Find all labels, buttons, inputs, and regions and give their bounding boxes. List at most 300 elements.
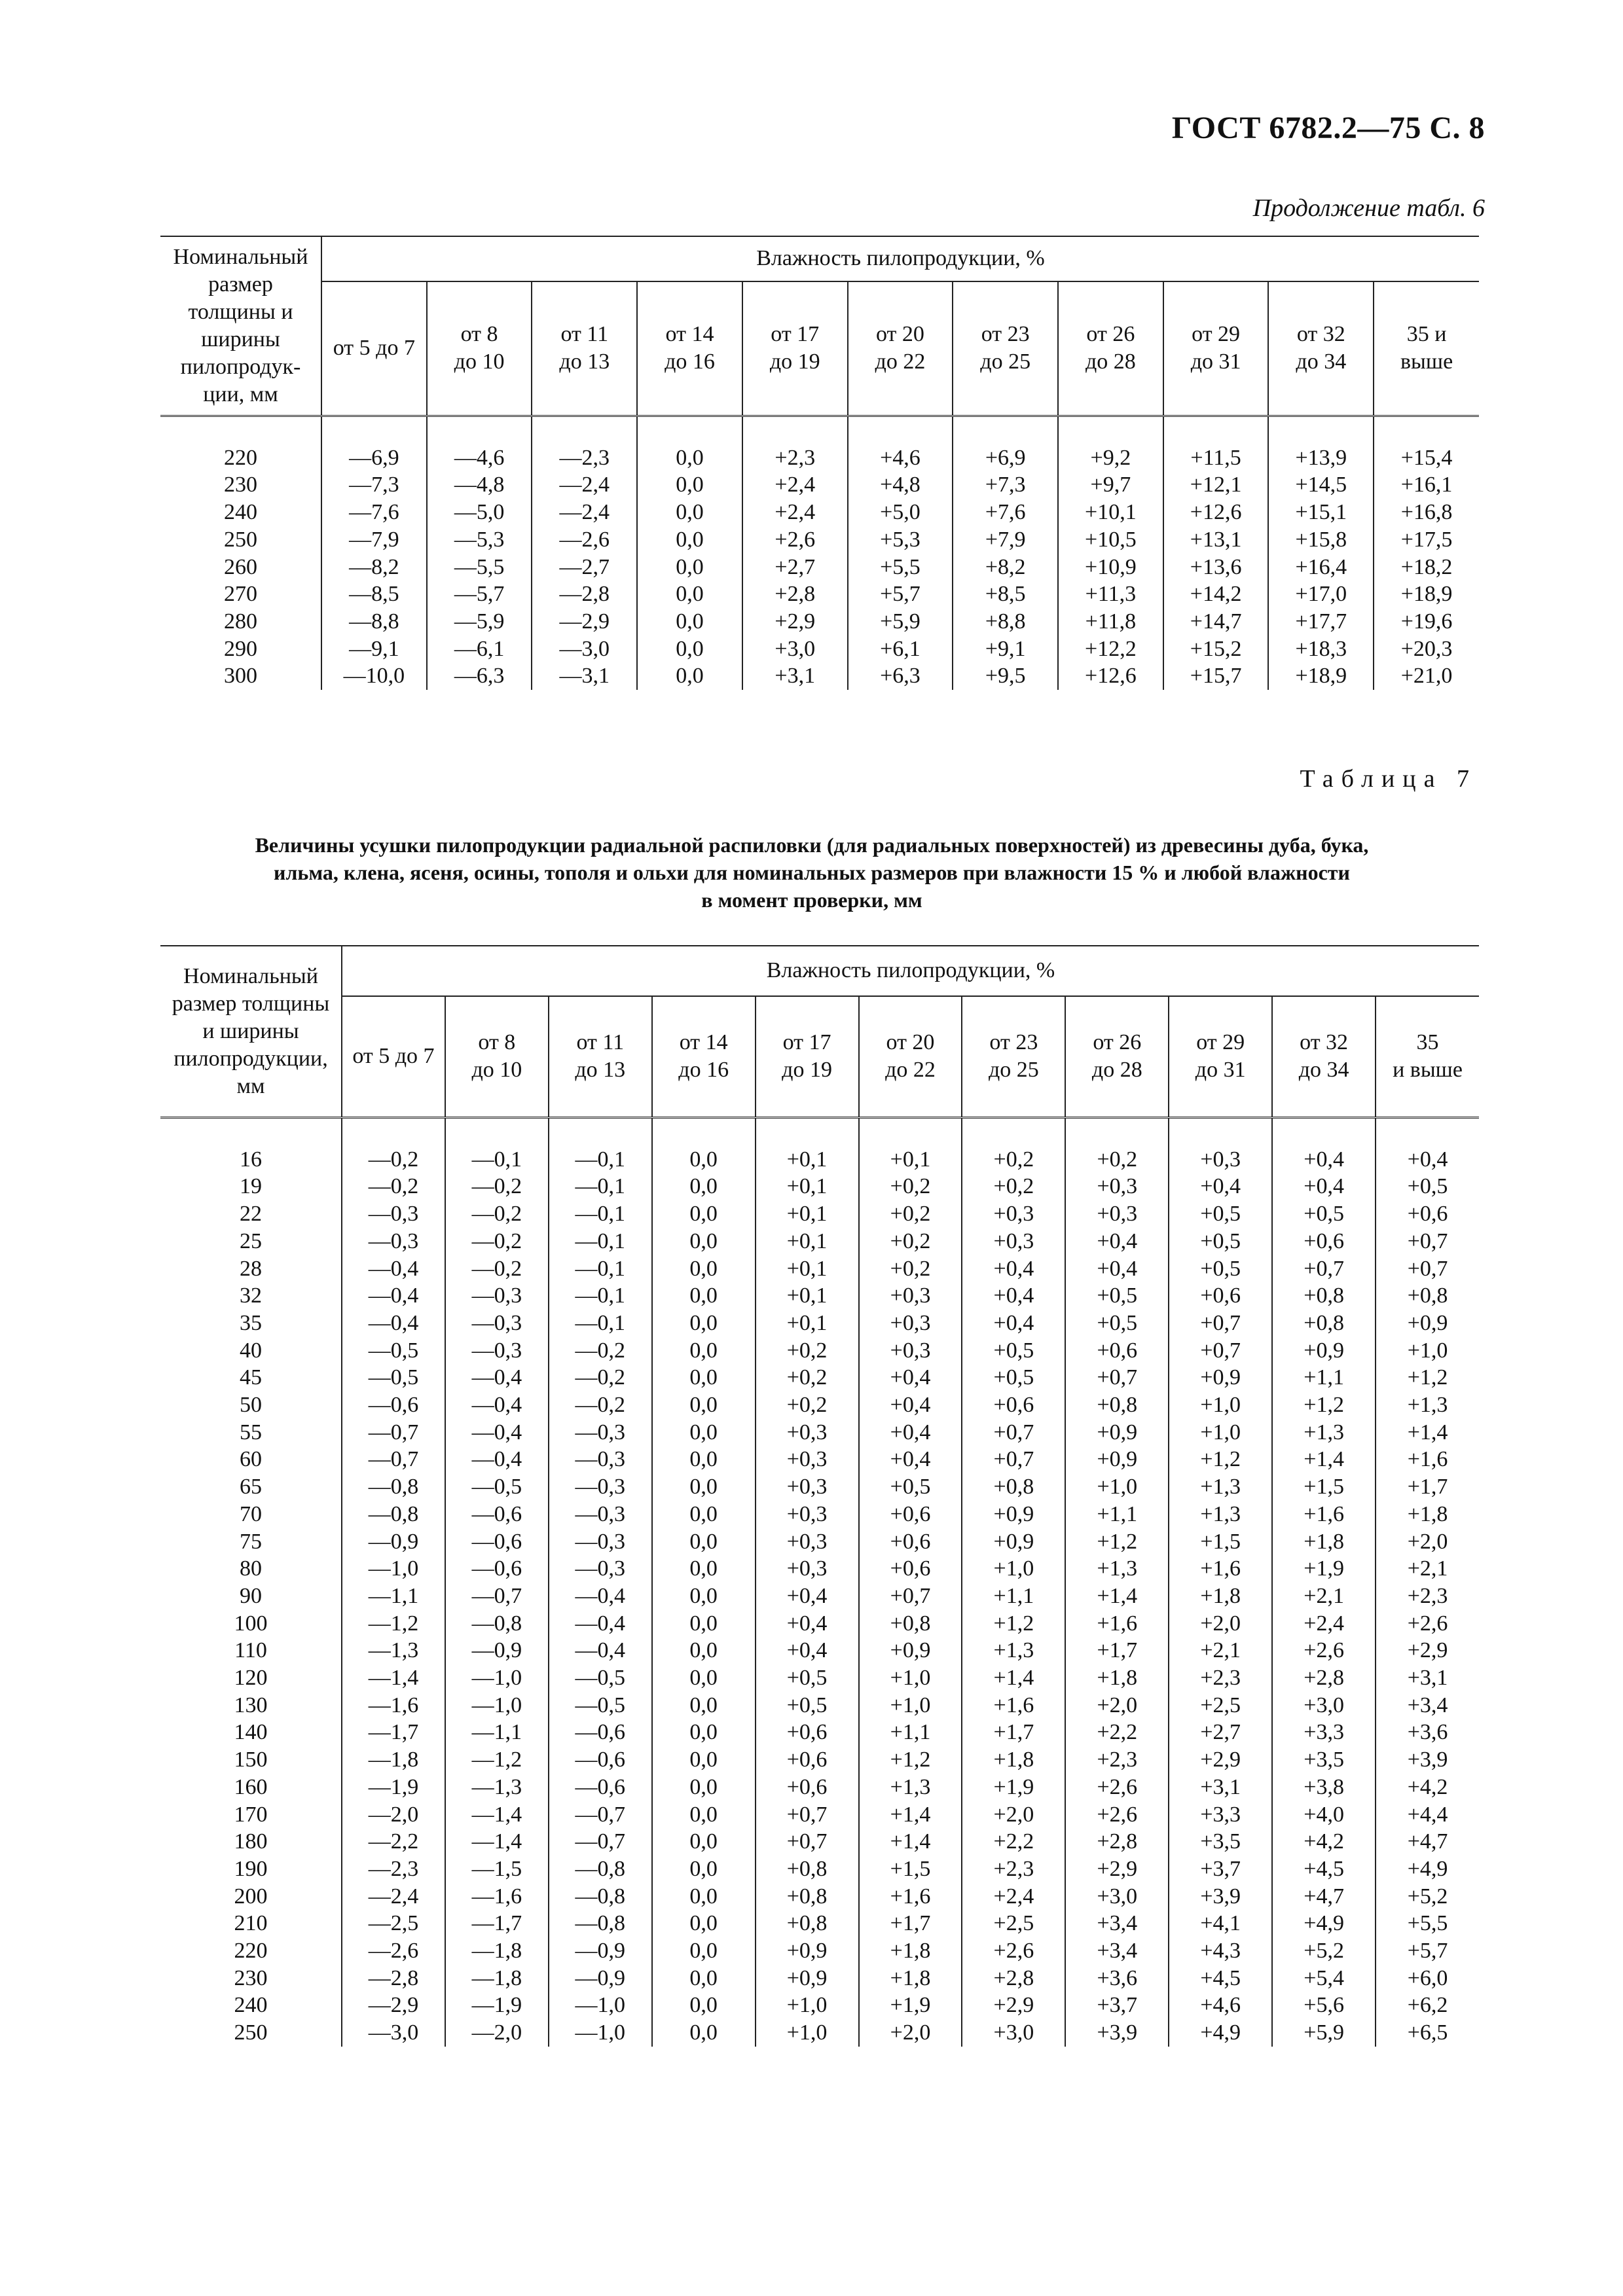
- column-header-line: до 22: [885, 1058, 936, 1083]
- column-header-line: от 26: [1093, 1030, 1142, 1055]
- value-cell: —0,4: [549, 1583, 652, 1610]
- value-cell: +6,9: [953, 444, 1058, 472]
- size-cell: 280: [224, 609, 257, 634]
- value-cell: +2,4: [742, 471, 848, 499]
- value-cell: +3,0: [962, 2019, 1065, 2047]
- value-cell: +0,8: [756, 1910, 859, 1937]
- value-cell: —1,3: [342, 1637, 445, 1664]
- column-header: [445, 996, 549, 1118]
- value-cell: 0,0: [652, 1774, 756, 1801]
- value-cell: —1,0: [549, 1992, 652, 2019]
- value-cell: +1,8: [1169, 1583, 1272, 1610]
- value-cell: +4,4: [1376, 1801, 1479, 1829]
- value-cell: +0,3: [1065, 1173, 1169, 1200]
- value-cell: —0,3: [445, 1282, 549, 1310]
- value-cell: +1,2: [1065, 1528, 1169, 1556]
- column-header: [1376, 996, 1479, 1118]
- value-cell: +3,0: [742, 636, 848, 663]
- value-cell: +0,4: [859, 1364, 962, 1391]
- value-cell: +0,6: [1169, 1282, 1272, 1310]
- value-cell: —3,0: [532, 636, 637, 663]
- header-line: толщины и: [188, 300, 293, 324]
- value-cell: +1,0: [1169, 1419, 1272, 1446]
- value-cell: 0,0: [652, 1337, 756, 1365]
- value-cell: +12,1: [1163, 471, 1269, 499]
- column-header: [1058, 281, 1163, 416]
- value-cell: +0,6: [756, 1746, 859, 1774]
- size-cell: 40: [240, 1338, 262, 1363]
- value-cell: +5,9: [848, 608, 953, 636]
- value-cell: —0,6: [445, 1501, 549, 1528]
- value-cell: —0,4: [549, 1637, 652, 1664]
- value-cell: +1,0: [756, 1992, 859, 2019]
- header-line: пилопродукции,: [173, 1047, 328, 1071]
- table-row: [160, 1528, 1479, 1556]
- value-cell: +11,8: [1058, 608, 1163, 636]
- value-cell: —0,7: [549, 1801, 652, 1829]
- value-cell: +0,8: [1065, 1391, 1169, 1419]
- column-header-line: до 16: [665, 350, 715, 374]
- value-cell: —0,2: [445, 1173, 549, 1200]
- value-cell: +8,5: [953, 581, 1058, 608]
- value-cell: +1,0: [1169, 1391, 1272, 1419]
- table-6-first-header: [160, 236, 321, 416]
- table-7-span-header: Влажность пилопродукции, %: [342, 946, 1479, 996]
- value-cell: +0,7: [962, 1446, 1065, 1473]
- value-cell: +1,0: [962, 1555, 1065, 1583]
- size-cell: 70: [240, 1501, 262, 1526]
- value-cell: +0,7: [859, 1583, 962, 1610]
- column-header: [652, 996, 756, 1118]
- value-cell: +5,7: [1376, 1937, 1479, 1965]
- value-cell: +0,9: [1065, 1446, 1169, 1473]
- value-cell: 0,0: [652, 1937, 756, 1965]
- size-cell: 170: [234, 1802, 268, 1827]
- value-cell: +0,4: [859, 1446, 962, 1473]
- table-row: [160, 608, 1479, 636]
- value-cell: +4,5: [1169, 1965, 1272, 1992]
- value-cell: —0,2: [342, 1173, 445, 1200]
- table-row: [160, 1473, 1479, 1501]
- size-cell: 90: [240, 1583, 262, 1608]
- size-cell: 270: [224, 582, 257, 607]
- column-header-line: до 19: [769, 350, 820, 374]
- table-row: [160, 1610, 1479, 1638]
- value-cell: +0,4: [962, 1282, 1065, 1310]
- header-line: размер толщины: [172, 992, 330, 1016]
- value-cell: +0,9: [756, 1965, 859, 1992]
- table-row: [160, 1282, 1479, 1310]
- value-cell: +0,3: [756, 1419, 859, 1446]
- column-header: [953, 281, 1058, 416]
- table-row: [160, 499, 1479, 526]
- value-cell: +4,8: [848, 471, 953, 499]
- value-cell: 0,0: [637, 499, 742, 526]
- value-cell: 0,0: [652, 1473, 756, 1501]
- value-cell: —0,5: [342, 1364, 445, 1391]
- value-cell: +4,2: [1376, 1774, 1479, 1801]
- value-cell: —0,4: [445, 1419, 549, 1446]
- column-header-line: от 11: [576, 1030, 625, 1055]
- value-cell: +0,5: [962, 1364, 1065, 1391]
- value-cell: —2,4: [532, 499, 637, 526]
- value-cell: +0,5: [1169, 1228, 1272, 1255]
- value-cell: +0,1: [756, 1310, 859, 1337]
- table-row: [160, 1364, 1479, 1391]
- value-cell: +1,1: [1272, 1364, 1376, 1391]
- value-cell: +1,8: [962, 1746, 1065, 1774]
- column-header: [321, 281, 427, 416]
- value-cell: +5,7: [848, 581, 953, 608]
- value-cell: +2,9: [1065, 1856, 1169, 1883]
- table-row: [160, 1937, 1479, 1965]
- value-cell: —0,3: [342, 1228, 445, 1255]
- value-cell: —2,7: [532, 554, 637, 581]
- value-cell: —4,8: [427, 471, 532, 499]
- value-cell: —0,7: [445, 1583, 549, 1610]
- value-cell: +0,1: [756, 1282, 859, 1310]
- value-cell: +0,4: [1376, 1146, 1479, 1174]
- value-cell: +0,1: [756, 1228, 859, 1255]
- value-cell: +9,1: [953, 636, 1058, 663]
- value-cell: +0,2: [962, 1173, 1065, 1200]
- column-header-line: от 8: [460, 322, 498, 347]
- column-header-line: до 13: [575, 1058, 626, 1083]
- value-cell: —1,6: [342, 1692, 445, 1719]
- value-cell: +0,5: [1065, 1282, 1169, 1310]
- column-header-line: от 26: [1086, 322, 1135, 347]
- value-cell: —6,1: [427, 636, 532, 663]
- value-cell: —3,1: [532, 662, 637, 690]
- value-cell: +1,8: [859, 1965, 962, 1992]
- value-cell: —7,6: [321, 499, 427, 526]
- value-cell: +0,5: [1065, 1310, 1169, 1337]
- value-cell: +2,1: [1272, 1583, 1376, 1610]
- value-cell: —0,3: [549, 1446, 652, 1473]
- size-cell: 190: [234, 1856, 268, 1881]
- value-cell: 0,0: [652, 1610, 756, 1638]
- value-cell: 0,0: [637, 636, 742, 663]
- value-cell: +5,2: [1376, 1883, 1479, 1910]
- column-header-line: от 29: [1192, 322, 1241, 347]
- size-cell: 210: [234, 1911, 268, 1936]
- value-cell: +7,6: [953, 499, 1058, 526]
- value-cell: +1,6: [962, 1692, 1065, 1719]
- value-cell: +0,5: [1169, 1200, 1272, 1228]
- column-header-line: до 28: [1091, 1058, 1142, 1083]
- value-cell: —2,3: [342, 1856, 445, 1883]
- value-cell: 0,0: [652, 1391, 756, 1419]
- value-cell: +0,6: [756, 1719, 859, 1746]
- table-row: [160, 526, 1479, 554]
- column-header: [1374, 281, 1479, 416]
- value-cell: +9,5: [953, 662, 1058, 690]
- value-cell: +0,2: [756, 1391, 859, 1419]
- value-cell: —1,0: [445, 1692, 549, 1719]
- value-cell: 0,0: [652, 1583, 756, 1610]
- column-header: [848, 281, 953, 416]
- size-cell: 28: [240, 1256, 262, 1281]
- value-cell: —1,2: [445, 1746, 549, 1774]
- value-cell: +20,3: [1374, 636, 1479, 663]
- value-cell: +1,9: [1272, 1555, 1376, 1583]
- table-row: [160, 1664, 1479, 1692]
- value-cell: 0,0: [637, 444, 742, 472]
- value-cell: —0,4: [342, 1282, 445, 1310]
- value-cell: +16,8: [1374, 499, 1479, 526]
- value-cell: +13,9: [1268, 444, 1374, 472]
- value-cell: +0,9: [962, 1528, 1065, 1556]
- value-cell: —0,8: [445, 1610, 549, 1638]
- value-cell: +3,0: [1065, 1883, 1169, 1910]
- table-6-body: [160, 416, 1479, 691]
- value-cell: +5,4: [1272, 1965, 1376, 1992]
- table-row: [160, 1310, 1479, 1337]
- column-header-line: от 23: [989, 1030, 1038, 1055]
- table-row: [160, 1992, 1479, 2019]
- value-cell: +0,3: [962, 1200, 1065, 1228]
- value-cell: +0,8: [1272, 1282, 1376, 1310]
- table-row: [160, 1692, 1479, 1719]
- value-cell: +1,6: [1376, 1446, 1479, 1473]
- value-cell: —2,4: [532, 471, 637, 499]
- value-cell: —2,4: [342, 1883, 445, 1910]
- value-cell: +2,3: [1169, 1664, 1272, 1692]
- value-cell: —0,8: [342, 1501, 445, 1528]
- value-cell: +0,1: [756, 1173, 859, 1200]
- value-cell: —1,3: [445, 1774, 549, 1801]
- value-cell: +0,6: [859, 1501, 962, 1528]
- value-cell: 0,0: [652, 1664, 756, 1692]
- value-cell: +0,6: [859, 1555, 962, 1583]
- value-cell: +0,5: [1169, 1255, 1272, 1283]
- value-cell: +3,1: [1169, 1774, 1272, 1801]
- value-cell: —1,8: [342, 1746, 445, 1774]
- value-cell: +1,9: [962, 1774, 1065, 1801]
- header-line: Номинальный: [183, 964, 318, 988]
- table-row: [160, 1337, 1479, 1365]
- value-cell: —0,1: [549, 1228, 652, 1255]
- header-line: ильма, клена, ясеня, осины, тополя и ольхи для номинальных размеров при влажности 15 % и любой влажности: [274, 861, 1350, 884]
- value-cell: +16,1: [1374, 471, 1479, 499]
- value-cell: +0,4: [962, 1255, 1065, 1283]
- value-cell: +0,1: [756, 1146, 859, 1174]
- value-cell: +5,5: [1376, 1910, 1479, 1937]
- value-cell: —1,1: [445, 1719, 549, 1746]
- value-cell: 0,0: [652, 1910, 756, 1937]
- column-header-line: от 23: [981, 322, 1030, 347]
- value-cell: 0,0: [652, 1255, 756, 1283]
- value-cell: +2,5: [1169, 1692, 1272, 1719]
- value-cell: +4,2: [1272, 1828, 1376, 1856]
- size-cell: 65: [240, 1475, 262, 1499]
- value-cell: +1,6: [1169, 1555, 1272, 1583]
- value-cell: +2,1: [1169, 1637, 1272, 1664]
- value-cell: +0,9: [1376, 1310, 1479, 1337]
- value-cell: +0,2: [962, 1146, 1065, 1174]
- column-header-line: от 20: [875, 322, 924, 347]
- value-cell: 0,0: [652, 1446, 756, 1473]
- value-cell: —2,8: [342, 1965, 445, 1992]
- value-cell: +2,3: [1065, 1746, 1169, 1774]
- value-cell: 0,0: [652, 1883, 756, 1910]
- column-header-line: выше: [1400, 350, 1453, 374]
- value-cell: —1,1: [342, 1583, 445, 1610]
- table-7-number: Таблица 7: [1300, 765, 1477, 793]
- value-cell: +2,0: [1376, 1528, 1479, 1556]
- value-cell: +2,9: [1376, 1637, 1479, 1664]
- value-cell: +0,9: [1272, 1337, 1376, 1365]
- value-cell: —1,5: [445, 1856, 549, 1883]
- value-cell: —1,0: [342, 1555, 445, 1583]
- value-cell: —0,9: [549, 1965, 652, 1992]
- value-cell: —1,8: [445, 1965, 549, 1992]
- column-header-line: 35 и: [1406, 322, 1447, 347]
- value-cell: +2,2: [962, 1828, 1065, 1856]
- value-cell: +13,1: [1163, 526, 1269, 554]
- value-cell: —1,4: [445, 1828, 549, 1856]
- value-cell: —0,3: [549, 1528, 652, 1556]
- value-cell: +1,0: [1065, 1473, 1169, 1501]
- value-cell: —6,9: [321, 444, 427, 472]
- value-cell: —0,2: [445, 1228, 549, 1255]
- column-header-line: от 20: [886, 1030, 935, 1055]
- value-cell: +0,9: [1065, 1419, 1169, 1446]
- value-cell: —2,8: [532, 581, 637, 608]
- column-header: [1163, 281, 1269, 416]
- value-cell: —0,3: [549, 1419, 652, 1446]
- value-cell: +14,2: [1163, 581, 1269, 608]
- value-cell: +0,5: [1272, 1200, 1376, 1228]
- column-header: [1272, 996, 1376, 1118]
- size-cell: 290: [224, 636, 257, 661]
- value-cell: +1,7: [1065, 1637, 1169, 1664]
- value-cell: +1,8: [1376, 1501, 1479, 1528]
- value-cell: +0,9: [1169, 1364, 1272, 1391]
- value-cell: +0,7: [1169, 1337, 1272, 1365]
- value-cell: +1,4: [1376, 1419, 1479, 1446]
- value-cell: 0,0: [652, 1637, 756, 1664]
- column-header-line: от 5 до 7: [333, 336, 415, 361]
- value-cell: +10,9: [1058, 554, 1163, 581]
- value-cell: +0,9: [756, 1937, 859, 1965]
- value-cell: —1,2: [342, 1610, 445, 1638]
- value-cell: +0,3: [1065, 1200, 1169, 1228]
- value-cell: +0,1: [756, 1200, 859, 1228]
- value-cell: +6,3: [848, 662, 953, 690]
- value-cell: +3,1: [1376, 1664, 1479, 1692]
- value-cell: +1,0: [756, 2019, 859, 2047]
- table-6: [160, 236, 1479, 690]
- value-cell: +0,4: [1272, 1146, 1376, 1174]
- value-cell: +0,8: [859, 1610, 962, 1638]
- value-cell: +17,0: [1268, 581, 1374, 608]
- value-cell: +2,9: [1169, 1746, 1272, 1774]
- size-cell: 240: [224, 500, 257, 525]
- value-cell: —0,5: [549, 1692, 652, 1719]
- value-cell: +3,9: [1065, 2019, 1169, 2047]
- header-line: и ширины: [202, 1019, 299, 1043]
- value-cell: —0,3: [549, 1473, 652, 1501]
- value-cell: —7,9: [321, 526, 427, 554]
- value-cell: +3,6: [1376, 1719, 1479, 1746]
- value-cell: +1,2: [1376, 1364, 1479, 1391]
- value-cell: +0,7: [1169, 1310, 1272, 1337]
- value-cell: +14,5: [1268, 471, 1374, 499]
- value-cell: +1,1: [962, 1583, 1065, 1610]
- value-cell: 0,0: [652, 1173, 756, 1200]
- table-row: [160, 1746, 1479, 1774]
- value-cell: +8,8: [953, 608, 1058, 636]
- table-7: [160, 945, 1479, 2047]
- value-cell: —1,4: [342, 1664, 445, 1692]
- value-cell: —0,7: [549, 1828, 652, 1856]
- value-cell: +0,7: [1272, 1255, 1376, 1283]
- value-cell: —1,0: [445, 1664, 549, 1692]
- value-cell: —2,6: [532, 526, 637, 554]
- value-cell: +4,9: [1169, 2019, 1272, 2047]
- value-cell: 0,0: [652, 1828, 756, 1856]
- value-cell: +9,7: [1058, 471, 1163, 499]
- value-cell: +12,6: [1163, 499, 1269, 526]
- size-cell: 25: [240, 1229, 262, 1253]
- value-cell: —2,9: [532, 608, 637, 636]
- value-cell: +1,6: [1065, 1610, 1169, 1638]
- column-header: [756, 996, 859, 1118]
- value-cell: +2,3: [742, 444, 848, 472]
- value-cell: +0,5: [962, 1337, 1065, 1365]
- value-cell: +9,2: [1058, 444, 1163, 472]
- value-cell: +3,4: [1065, 1910, 1169, 1937]
- column-header-line: до 31: [1195, 1058, 1246, 1083]
- table-row: [160, 1501, 1479, 1528]
- value-cell: +11,5: [1163, 444, 1269, 472]
- value-cell: 0,0: [637, 471, 742, 499]
- value-cell: +0,4: [756, 1583, 859, 1610]
- value-cell: +3,5: [1272, 1746, 1376, 1774]
- value-cell: +0,4: [1169, 1173, 1272, 1200]
- value-cell: +1,6: [1272, 1501, 1376, 1528]
- value-cell: +6,2: [1376, 1992, 1479, 2019]
- value-cell: +0,4: [1272, 1173, 1376, 1200]
- value-cell: +3,7: [1169, 1856, 1272, 1883]
- value-cell: +2,4: [742, 499, 848, 526]
- column-header-line: от 14: [665, 322, 714, 347]
- value-cell: —0,3: [445, 1337, 549, 1365]
- value-cell: +2,6: [962, 1937, 1065, 1965]
- value-cell: +14,7: [1163, 608, 1269, 636]
- value-cell: +1,4: [1272, 1446, 1376, 1473]
- table-row: [160, 1391, 1479, 1419]
- value-cell: +4,7: [1272, 1883, 1376, 1910]
- value-cell: +0,2: [1065, 1146, 1169, 1174]
- value-cell: —0,1: [549, 1282, 652, 1310]
- value-cell: +11,3: [1058, 581, 1163, 608]
- value-cell: +2,5: [962, 1910, 1065, 1937]
- value-cell: +3,9: [1376, 1746, 1479, 1774]
- size-cell: 230: [234, 1965, 268, 1990]
- column-header-line: и выше: [1393, 1058, 1463, 1083]
- value-cell: +18,9: [1268, 662, 1374, 690]
- table-row: [160, 1173, 1479, 1200]
- value-cell: —7,3: [321, 471, 427, 499]
- value-cell: 0,0: [652, 1228, 756, 1255]
- value-cell: 0,0: [652, 1746, 756, 1774]
- value-cell: +4,7: [1376, 1828, 1479, 1856]
- value-cell: +4,0: [1272, 1801, 1376, 1829]
- value-cell: +1,1: [1065, 1501, 1169, 1528]
- value-cell: +2,9: [742, 608, 848, 636]
